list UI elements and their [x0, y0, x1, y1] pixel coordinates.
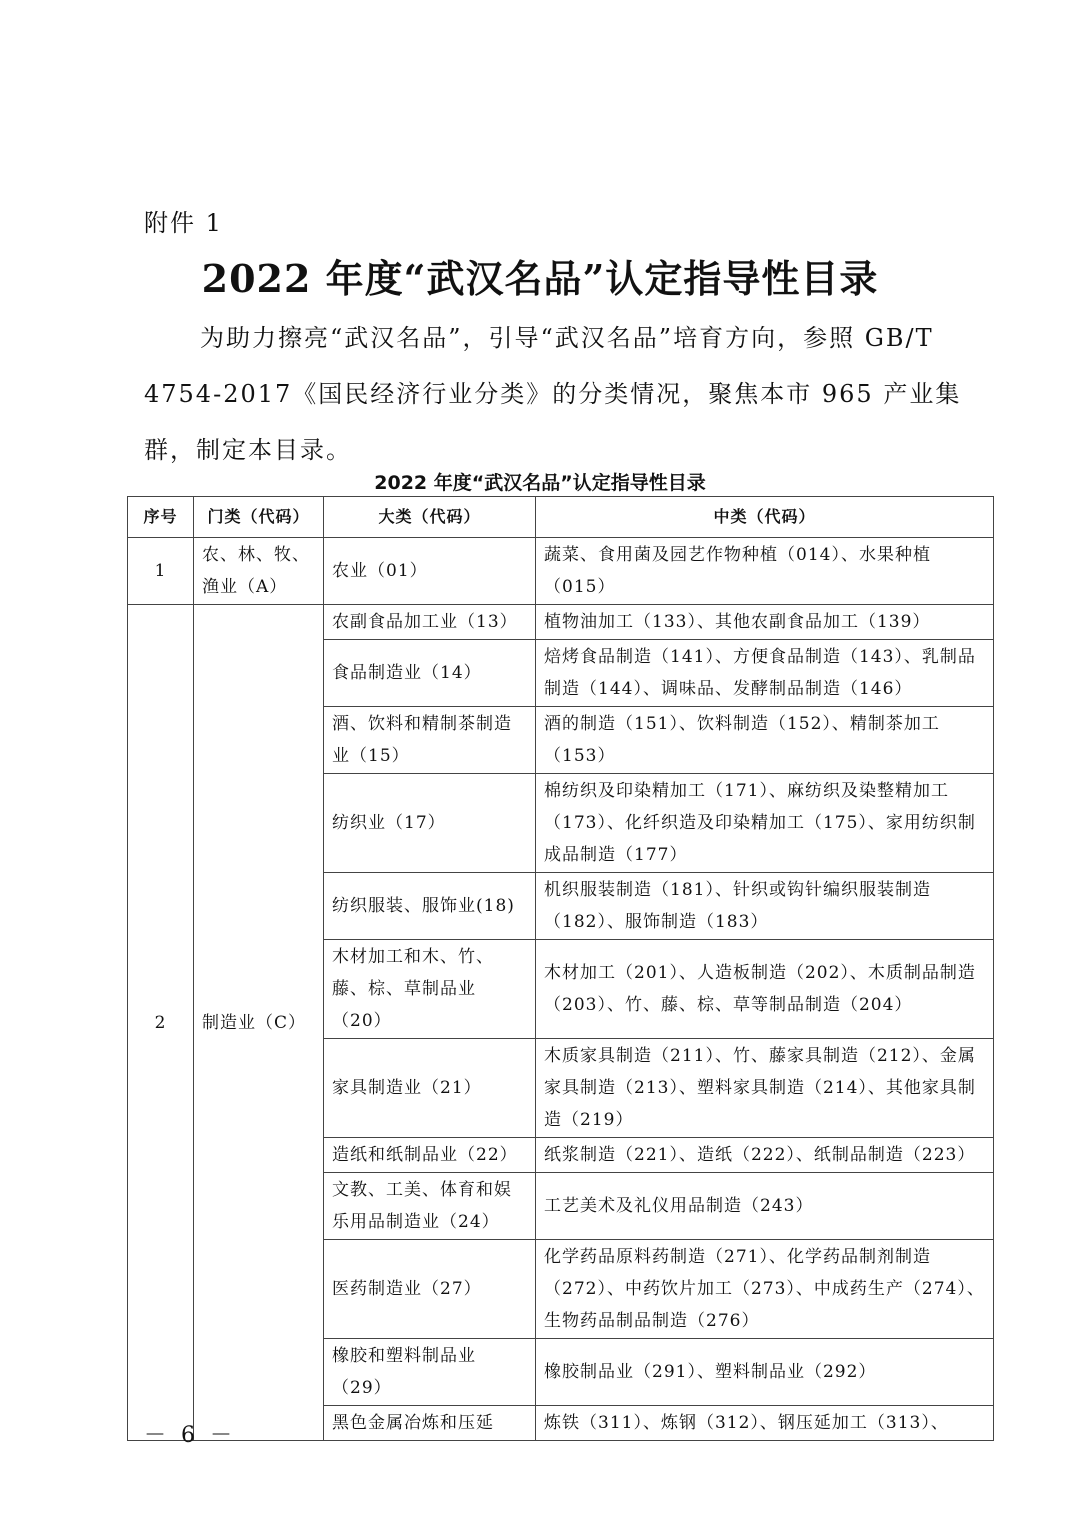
row-medium: 焙烤食品制造（141）、方便食品制造（143）、乳制品制造（144）、调味品、发酵制品制造（146）: [536, 640, 994, 707]
intro-paragraph: 为助力擦亮“武汉名品”，引导“武汉名品”培育方向，参照 GB/T 4754-2017《国民经济行业分类》的分类情况，聚焦本市 965 产业集群，制定本目录。: [144, 324, 962, 464]
row-medium: 蔬菜、食用菌及园艺作物种植（014）、水果种植（015）: [536, 538, 994, 605]
table-row: [128, 605, 994, 640]
row-medium: 木材加工（201）、人造板制造（202）、木质制品制造（203）、竹、藤、棕、草等制品制造（204）: [536, 940, 994, 1039]
row-major: 木材加工和木、竹、藤、棕、草制品业（20）: [324, 940, 536, 1039]
row-medium: 化学药品原料药制造（271）、化学药品制剂制造（272）、中药饮片加工（273）、中成药生产（274）、生物药品制品制造（276）: [536, 1240, 994, 1339]
row-major: 橡胶和塑料制品业（29）: [324, 1339, 536, 1406]
table-row: [128, 538, 994, 605]
row-major: 酒、饮料和精制茶制造业（15）: [324, 707, 536, 774]
row-medium: 木质家具制造（211）、竹、藤家具制造（212）、金属家具制造（213）、塑料家具制造（214）、其他家具制造（219）: [536, 1039, 994, 1138]
row-major: 家具制造业（21）: [324, 1039, 536, 1138]
row-medium: 橡胶制品业（291）、塑料制品业（292）: [536, 1339, 994, 1406]
row-major: 纺织服装、服饰业(18): [324, 873, 536, 940]
row-major: 农副食品加工业（13）: [324, 605, 536, 640]
row-major: 造纸和纸制品业（22）: [324, 1138, 536, 1173]
header-gate: 门类（代码）: [194, 497, 324, 538]
page-number: － 6 －: [144, 1423, 236, 1448]
header-index: 序号: [128, 497, 194, 538]
row-medium: 工艺美术及礼仪用品制造（243）: [536, 1173, 994, 1240]
row-gate: 制造业（C）: [194, 605, 324, 1441]
page-title: 2022 年度“武汉名品”认定指导性目录: [201, 256, 879, 301]
row-major: 纺织业（17）: [324, 774, 536, 873]
row-medium: 机织服装制造（181）、针织或钩针编织服装制造（182）、服饰制造（183）: [536, 873, 994, 940]
table-title: 2022 年度“武汉名品”认定指导性目录: [374, 472, 706, 494]
catalog-table: [127, 496, 994, 1441]
row-major: 农业（01）: [324, 538, 536, 605]
row-medium: 酒的制造（151）、饮料制造（152）、精制茶加工（153）: [536, 707, 994, 774]
row-index: 1: [128, 538, 194, 605]
attachment-label: 附件 1: [144, 209, 223, 237]
row-medium: 棉纺织及印染精加工（171）、麻纺织及染整精加工（173）、化纤织造及印染精加工（175）、家用纺织制成品制造（177）: [536, 774, 994, 873]
row-medium: 植物油加工（133）、其他农副食品加工（139）: [536, 605, 994, 640]
row-major: 食品制造业（14）: [324, 640, 536, 707]
row-major: 文教、工美、体育和娱乐用品制造业（24）: [324, 1173, 536, 1240]
row-major: 医药制造业（27）: [324, 1240, 536, 1339]
row-major: 黑色金属冶炼和压延: [324, 1406, 536, 1441]
row-index: 2: [128, 605, 194, 1441]
table-header-row: [128, 497, 994, 538]
row-gate: 农、林、牧、渔业（A）: [194, 538, 324, 605]
header-medium: 中类（代码）: [536, 497, 994, 538]
row-medium: 炼铁（311）、炼钢（312）、钢压延加工（313）、: [536, 1406, 994, 1441]
row-medium: 纸浆制造（221）、造纸（222）、纸制品制造（223）: [536, 1138, 994, 1173]
header-major: 大类（代码）: [324, 497, 536, 538]
